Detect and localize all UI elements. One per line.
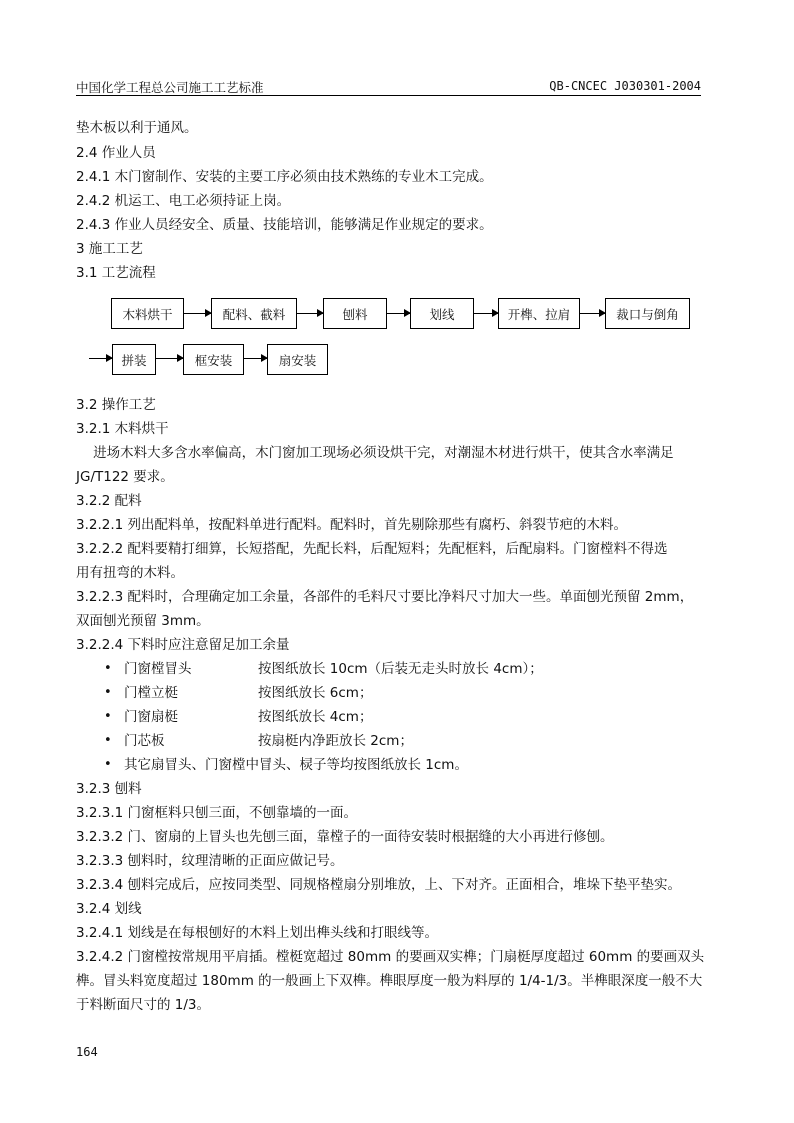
list-item-name: 门窗扇梃 — [124, 709, 178, 725]
text-line: 垫木板以利于通风。 — [76, 120, 198, 136]
header-title: 中国化学工程总公司施工工艺标准 — [76, 80, 264, 95]
text-line: 进场木料大多含水率偏高，木门窗加工现场必须设烘干完，对潮湿木材进行烘干，使其含水率满足 — [76, 445, 674, 461]
flow-arrow — [184, 313, 211, 314]
flow-arrow — [474, 313, 498, 314]
list-item-name: 门窗樘冒头 — [124, 661, 192, 677]
list-item-name: 门樘立梃 — [124, 685, 178, 701]
text-line: 3.2.3.3 刨料时，纹理清晰的正面应做记号。 — [76, 853, 344, 869]
text-line: 3.2.2.1 列出配料单，按配料单进行配料。配料时，首先剔除那些有腐朽、斜裂节疤的木料。 — [76, 517, 628, 533]
flow-step: 框安装 — [183, 344, 244, 375]
text-line: 2.4.2 机运工、电工必须持证上岗。 — [76, 193, 291, 209]
text-line: 3.2.2.3 配料时，合理确定加工余量，各部件的毛料尺寸要比净料尺寸加大一些。单面刨光预留 2mm， — [76, 589, 694, 605]
list-item-name: 其它扇冒头、门窗樘中冒头、棂子等均按图纸放长 1cm。 — [124, 757, 468, 773]
text-line: 2.4.1 木门窗制作、安装的主要工序必须由技术熟练的专业木工完成。 — [76, 169, 493, 185]
flow-arrow — [387, 313, 410, 314]
flow-arrow — [156, 358, 183, 359]
flow-step: 刨料 — [323, 298, 387, 329]
bullet-icon: • — [104, 709, 112, 724]
text-line: 3.2.2.2 配料要精打细算，长短搭配，先配长料，后配短料；先配框料，后配扇料。门窗樘料不得选 — [76, 541, 668, 557]
flow-step: 裁口与倒角 — [605, 298, 690, 329]
text-line: 3.2.4.2 门窗樘按常规用平肩插。樘梃宽超过 80mm 的要画双实榫；门扇梃厚度超过 60mm 的要画双头 — [76, 949, 705, 965]
bullet-icon: • — [104, 757, 112, 772]
flow-arrow — [89, 358, 112, 359]
text-line: 3.2.4.1 划线是在每根刨好的木料上划出榫头线和打眼线等。 — [76, 925, 439, 941]
text-line: 3.2.3.1 门窗框料只刨三面，不刨靠墙的一面。 — [76, 805, 358, 821]
text-line: 榫。冒头料宽度超过 180mm 的一般画上下双榫。榫眼厚度一般为料厚的 1/4-1/3。半榫眼深度一般不大 — [76, 973, 703, 989]
text-line: JG/T122 要求。 — [76, 469, 174, 485]
subsection-heading: 3.2.2 配料 — [76, 493, 142, 509]
bullet-icon: • — [104, 685, 112, 700]
page-number: 164 — [76, 1045, 98, 1059]
subsection-heading: 3.2.4 划线 — [76, 901, 142, 917]
section-heading: 3.1 工艺流程 — [76, 265, 156, 281]
flow-arrow — [244, 358, 267, 359]
flow-step: 木料烘干 — [111, 298, 184, 329]
text-line: 2.4.3 作业人员经安全、质量、技能培训，能够满足作业规定的要求。 — [76, 217, 493, 233]
text-line: 3.2.3.2 门、窗扇的上冒头也先刨三面，靠樘子的一面待安装时根据缝的大小再进行修刨。 — [76, 829, 614, 845]
text-line: 用有扭弯的木料。 — [76, 565, 184, 581]
page-header — [76, 78, 701, 96]
list-item-desc: 按扇梃内净距放长 2cm； — [258, 733, 413, 749]
bullet-icon: • — [104, 733, 112, 748]
list-item-desc: 按图纸放长 10cm（后装无走头时放长 4cm）； — [258, 661, 543, 677]
flow-arrow — [297, 313, 323, 314]
text-line: 3.2.2.4 下料时应注意留足加工余量 — [76, 637, 290, 653]
chapter-heading: 3 施工工艺 — [76, 241, 143, 257]
text-line: 于料断面尺寸的 1/3。 — [76, 997, 211, 1013]
list-item-name: 门芯板 — [124, 733, 165, 749]
subsection-heading: 3.2.1 木料烘干 — [76, 421, 169, 437]
flow-step: 拼装 — [112, 344, 156, 375]
header-standard-code: QB-CNCEC J030301-2004 — [549, 79, 701, 93]
subsection-heading: 3.2.3 刨料 — [76, 781, 142, 797]
flow-step: 扇安装 — [267, 344, 328, 375]
list-item-desc: 按图纸放长 6cm； — [258, 685, 373, 701]
flow-step: 划线 — [410, 298, 474, 329]
flow-step: 配料、截料 — [211, 298, 297, 329]
flow-arrow — [580, 313, 605, 314]
bullet-icon: • — [104, 661, 112, 676]
list-item-desc: 按图纸放长 4cm； — [258, 709, 373, 725]
text-line: 双面刨光预留 3mm。 — [76, 613, 210, 629]
section-heading: 3.2 操作工艺 — [76, 397, 156, 413]
text-line: 3.2.3.4 刨料完成后，应按同类型、同规格樘扇分别堆放，上、下对齐。正面相合，堆垛下垫平垫实。 — [76, 877, 682, 893]
section-heading: 2.4 作业人员 — [76, 145, 156, 161]
flow-step: 开榫、拉肩 — [498, 298, 580, 329]
